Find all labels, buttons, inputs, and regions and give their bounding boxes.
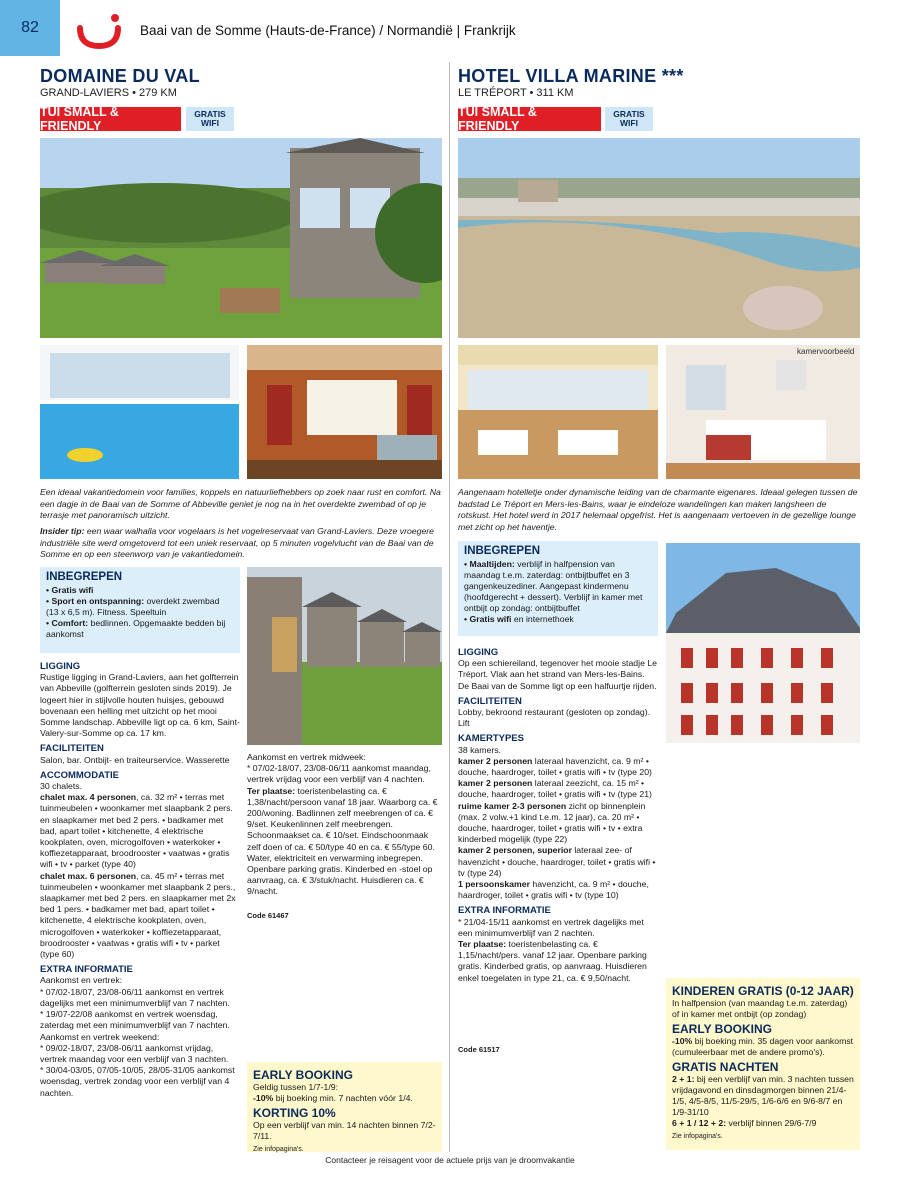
room-type: 1 persoonskamer havenzicht, ca. 9 m² • douche, haardroger, toilet • gratis wifi • tv (type 10) bbox=[458, 879, 649, 901]
insider-tip: Insider tip: een waar walhalla voor vogelaars is het vogelreservaat van Grand-Laviers. Deze vroegere industriële site werd omgetoverd tot een uniek reservaat, op 5 minuten vogelvlucht van de Baai van de Somme en op een steenworp van je vakantiedomein. bbox=[40, 526, 435, 559]
faciliteiten-text: Salon, bar. Ontbijt- en traiteurservice. Wasserette bbox=[40, 754, 230, 765]
on-site-costs: Ter plaatse: toeristenbelasting ca. € 1,15/nacht/pers. vanaf 12 jaar. Openbare parking gratis. Kinderbed gratis, op aanvraag. Huisdieren enkel toegelaten in type 21, ca. € 9,50/nacht. bbox=[458, 939, 647, 983]
kids-free-text: In halfpension (van maandag t.e.m. zaterdag) of in kamer met ontbijt (op zondag) bbox=[672, 998, 848, 1019]
left-column-extra-info bbox=[247, 752, 442, 898]
property-location: GRAND-LAVIERS • 279 KM bbox=[40, 87, 177, 99]
extra-info-line: * 21/04-15/11 aankomst en vertrek dagelijks met een minimumverblijf van 2 nachten. bbox=[458, 916, 644, 938]
left-column-details bbox=[40, 657, 240, 1099]
included-box bbox=[40, 567, 240, 653]
product-code: Code 61467 bbox=[247, 911, 289, 920]
intro-text: Een ideaal vakantiedomein voor families, koppels en natuurliefhebbers op zoek naar rust en comfort. Na een dagje in de Baai van de Somme of Abbeville geniet je nog na in het overdekte zwembad of op je terrasje met panoramisch uitzicht. bbox=[40, 487, 441, 520]
extra-info-line: * 19/07-22/08 aankomst en vertrek woensdag, zaterdag met een minimumverblijf van 7 nachten. bbox=[40, 1009, 230, 1031]
small-friendly-badge: TUI SMALL & FRIENDLY bbox=[40, 107, 181, 131]
page-number: 82 bbox=[0, 0, 60, 56]
restaurant-photo bbox=[458, 345, 658, 479]
footer-text: Contacteer je reisagent voor de actuele prijs van je droomvakantie bbox=[325, 1155, 575, 1165]
faciliteiten-title: FACILITEITEN bbox=[40, 743, 104, 755]
property-title: DOMAINE DU VAL bbox=[40, 66, 200, 86]
midweek-title: Aankomst en vertrek midweek: bbox=[247, 752, 366, 762]
info-note: Zie infopagina's. bbox=[253, 1146, 304, 1153]
included-title: INBEGREPEN bbox=[464, 545, 541, 557]
free-nights-offer: 2 + 1: bij een verblijf van min. 3 nachten tussen vrijdagavond en dinsdagmorgen binnen 21/4-1/5, 4/5-8/5, 11/5-29/5, 1/6-6/6 en 9/6-8/7 en 1/9-31/10 bbox=[672, 1074, 854, 1117]
extra-info-line: Aankomst en vertrek: bbox=[40, 975, 123, 986]
discount-text: Op een verblijf van min. 14 nachten binnen 7/2-7/11. bbox=[253, 1120, 436, 1141]
early-booking-title: EARLY BOOKING bbox=[672, 1022, 773, 1036]
chalet-living-room-photo bbox=[247, 345, 442, 479]
chalets-row-photo bbox=[247, 567, 442, 745]
included-item: • Comfort: bedlinnen. Opgemaakte bedden bij aankomst bbox=[46, 618, 226, 639]
midweek-text: * 07/02-18/07, 23/08-06/11 aankomst maandag, vertrek vrijdag voor een verblijf van 4 nachten. bbox=[247, 763, 431, 785]
extra-info-line: * 07/02-18/07, 23/08-06/11 aankomst en vertrek dagelijks met een minimumverblijf van 7 nachten. bbox=[40, 986, 230, 1008]
discount-title: KORTING 10% bbox=[253, 1106, 336, 1120]
intro-text: Aangenaam hotelletje onder dynamische leiding van de charmante eigenares. Ideaal gelegen tussen de badstad Le Tréport en Mers-les-Bains, waar je eindeloze wandelingen kan maken langsheen de rotskust. Het hotel werd in 2017 helemaal opgefrist. Het is aangenaam vertoeven in de gezellige lounge met zicht op het haventje. bbox=[458, 487, 858, 532]
included-item: • Sport en ontspanning: overdekt zwembad (13 x 6,5 m). Fitness. Speeltuin bbox=[46, 596, 220, 617]
free-nights-offer: 6 + 1 / 12 + 2: verblijf binnen 29/6-7/9 bbox=[672, 1118, 817, 1128]
room-type: kamer 2 personen lateraal havenzicht, ca. 9 m² • douche, haardroger, toilet • gratis wifi • tv (type 20) bbox=[458, 755, 652, 778]
early-booking-text: -10% bij boeking min. 35 dagen voor aankomst (cumuleerbaar met de andere promo's). bbox=[672, 1036, 854, 1057]
hotel-room-photo bbox=[666, 345, 860, 479]
faciliteiten-text: Lobby, bekroond restaurant (gesloten op zondag). Lift bbox=[458, 707, 651, 729]
breadcrumb: Baai van de Somme (Hauts-de-France) / Normandië | Frankrijk bbox=[140, 23, 516, 38]
property-title: HOTEL VILLA MARINE *** bbox=[458, 66, 684, 86]
ligging-text: Rustige ligging in Grand-Laviers, aan het golfterrein van Abbeville (golfterrein gesloten sinds 2019). Je logeert hier in stijlvolle houten huisjes, gebouwd bovenaan een helling met uitzicht op het mooi Somme landschap. Abbeville ligt op ca. 6 km, Saint-Valery-sur-Somme op ca. 17 km. bbox=[40, 672, 240, 739]
promo-box bbox=[247, 1062, 442, 1152]
chalet-6-description: chalet max. 6 personen, ca. 45 m² • terras met tuinmeubelen • woonkamer met slaapbank 2 pers., slaapkamer met bed 2 pers. en slaapkamer met 2x bed 1 pers. • badkamer met bad, apart toilet • kitchenette, 4 elektrische kookplaten, oven, microgolfoven • waterkoker • koffiezetapparaat, broodrooster • vaatwas • gratis wifi • tv • parket (type 60) bbox=[40, 870, 236, 960]
ligging-title: LIGGING bbox=[458, 647, 499, 658]
included-box bbox=[458, 541, 658, 636]
hotel-facade-photo bbox=[666, 543, 860, 743]
kamertypes-intro: 38 kamers. bbox=[458, 744, 501, 755]
column-divider bbox=[449, 62, 450, 1152]
faciliteiten-title: FACILITEITEN bbox=[458, 695, 522, 707]
included-item: • Gratis wifi en internethoek bbox=[464, 614, 574, 624]
on-site-costs: Ter plaatse: toeristenbelasting ca. € 1,38/nacht/persoon vanaf 18 jaar. Waarborg ca. € 200/woning. Badlinnen zelf meebrengen of ca. € 9/set. Keukenlinnen zelf meebrengen. Schoonmaakset ca. € 10/set. Eindschoonmaak zelf doen of ca. € 50/type 40 en ca. € 55/type 60. Water, elektriciteit en verwarming inbegrepen. Openbare parking gratis. Kinderbed en -stoel op aanvraag, ca. € 3/stuk/nacht. Huisdieren ca. € 9/nacht. bbox=[247, 785, 438, 897]
free-wifi-badge: GRATIS WIFI bbox=[605, 107, 653, 131]
ligging-title: LIGGING bbox=[40, 661, 81, 672]
free-nights-title: GRATIS NACHTEN bbox=[672, 1060, 779, 1074]
free-wifi-badge: GRATIS WIFI bbox=[186, 107, 234, 131]
chalet-4-description: chalet max. 4 personen, ca. 32 m² • terras met tuinmeubelen • woonkamer met slaapbank 2 pers. en slaapkamer met bed 2 pers. • badkamer met bad, apart toilet • kitchenette, 4 elektrische kookplaten, oven, microgolfoven • waterkoker • koffiezetapparaat, broodrooster • vaatwas • gratis wifi • tv • parket (type 40) bbox=[40, 792, 233, 870]
room-type: kamer 2 personen lateraal zeezicht, ca. 15 m² • douche, haardroger, toilet • gratis wifi • tv (type 21) bbox=[458, 778, 652, 800]
kamertypes-title: KAMERTYPES bbox=[458, 733, 524, 745]
right-column-details bbox=[458, 643, 658, 984]
tui-logo-icon bbox=[74, 10, 124, 50]
included-item: • Maaltijden: verblijf in halfpension van maandag t.e.m. zaterdag: ontbijtbuffet en 3 gangenkeuzediner. Aangepast kindermenu (hoofdgerecht + dessert). Verblijf in kamer met ontbijt op zondag: ontbijtbuffet bbox=[464, 559, 643, 613]
included-item: • Gratis wifi bbox=[46, 585, 94, 595]
room-type: kamer 2 personen, superior lateraal zee- of havenzicht • douche, haardroger, toilet • gratis wifi • tv (type 24) bbox=[458, 845, 656, 878]
accommodatie-intro: 30 chalets. bbox=[40, 781, 83, 792]
beach-harbor-photo bbox=[458, 138, 860, 338]
extra-info-line: * 30/04-03/05, 07/05-10/05, 28/05-31/05 aankomst woensdag, vertrek zondag voor een verblijf van 4 nachten. bbox=[40, 1065, 235, 1098]
extra-info-line: Aankomst en vertrek weekend: bbox=[40, 1031, 160, 1042]
info-note: Zie infopagina's. bbox=[672, 1133, 723, 1140]
promo-box bbox=[666, 978, 860, 1150]
early-booking-title: EARLY BOOKING bbox=[253, 1068, 354, 1082]
accommodatie-title: ACCOMMODATIE bbox=[40, 769, 119, 781]
chalet-landscape-photo bbox=[40, 138, 442, 338]
property-location: LE TRÉPORT • 311 KM bbox=[458, 87, 574, 99]
extra-info-title: EXTRA INFORMATIE bbox=[458, 905, 551, 917]
room-type: ruime kamer 2-3 personen zicht op binnenplein (max. 2 volw.+1 kind t.e.m. 12 jaar), ca. 20 m² • douche, haardroger, toilet • gratis wifi • tv • extra kinderbed mogelijk (type 22) bbox=[458, 800, 646, 845]
early-booking-validity: Geldig tussen 1/7-1/9: bbox=[253, 1082, 338, 1092]
photo-caption: kamervoorbeeld bbox=[797, 347, 855, 356]
product-code: Code 61517 bbox=[458, 1045, 500, 1054]
included-title: INBEGREPEN bbox=[46, 571, 123, 583]
extra-info-title: EXTRA INFORMATIE bbox=[40, 964, 133, 976]
indoor-pool-photo bbox=[40, 345, 239, 479]
small-friendly-badge: TUI SMALL & FRIENDLY bbox=[458, 107, 601, 131]
early-booking-text: -10% bij boeking min. 7 nachten vóór 1/4. bbox=[253, 1093, 413, 1103]
extra-info-line: * 09/02-18/07, 23/08-06/11 aankomst vrijdag, vertrek maandag voor een verblijf van 3 nachten. bbox=[40, 1042, 229, 1064]
kids-free-title: KINDEREN GRATIS (0-12 JAAR) bbox=[672, 984, 854, 998]
ligging-text: Op een schiereiland, tegenover het mooie stadje Le Tréport. Vlak aan het strand van Mers-les-Bains. De Baai van de Somme ligt op een halfuurtje rijden. bbox=[458, 658, 657, 691]
